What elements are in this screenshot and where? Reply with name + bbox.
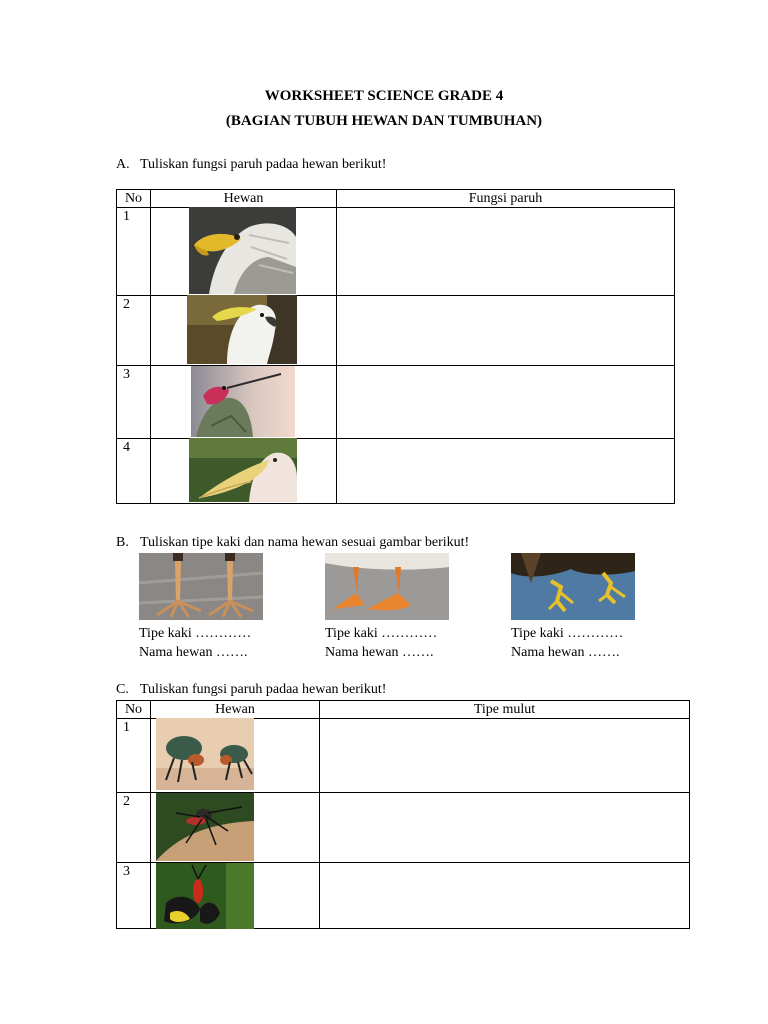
section-a-instruction	[116, 157, 386, 173]
answer-cell[interactable]	[337, 366, 675, 439]
row-number: 2	[117, 793, 151, 863]
col-header-mouth-type: Tipe mulut	[320, 701, 690, 719]
eagle-talons-photo	[511, 553, 635, 620]
section-a-letter: A.	[116, 157, 130, 172]
col-header-animal: Hewan	[151, 190, 337, 208]
page-title-line2: (BAGIAN TUBUH HEWAN DAN TUMBUHAN)	[225, 113, 543, 129]
row-number: 3	[117, 366, 151, 439]
answer-cell[interactable]	[337, 296, 675, 366]
pelican-photo	[189, 438, 297, 502]
row-number: 1	[117, 719, 151, 793]
answer-cell[interactable]	[337, 208, 675, 296]
row-number: 1	[117, 208, 151, 296]
section-c-text: Tuliskan fungsi paruh padaa hewan berikut!	[140, 682, 387, 697]
butterfly-photo	[156, 863, 254, 929]
feet-type-blank[interactable]: Tipe kaki …………	[139, 626, 252, 641]
animal-name-blank[interactable]: Nama hewan …….	[139, 645, 248, 660]
col-header-no: No	[117, 190, 151, 208]
animal-name-blank[interactable]: Nama hewan …….	[325, 645, 434, 660]
hummingbird-photo	[191, 366, 295, 437]
answer-cell[interactable]	[320, 793, 690, 863]
row-number: 2	[117, 296, 151, 366]
feet-caption-1	[139, 624, 251, 662]
col-header-no: No	[117, 701, 151, 719]
row-number: 4	[117, 439, 151, 504]
feet-caption-3	[511, 624, 623, 662]
section-c-instruction	[116, 682, 386, 698]
section-c-letter: C.	[116, 682, 129, 697]
section-b-instruction	[116, 535, 469, 551]
cockatoo-photo	[187, 295, 297, 364]
chicken-feet-photo	[139, 553, 263, 620]
col-header-beak-function: Fungsi paruh	[337, 190, 675, 208]
feet-caption-2	[325, 624, 437, 662]
feet-type-blank[interactable]: Tipe kaki …………	[511, 626, 624, 641]
row-number: 3	[117, 863, 151, 929]
answer-cell[interactable]	[320, 863, 690, 929]
col-header-animal: Hewan	[151, 701, 320, 719]
section-b-letter: B.	[116, 535, 129, 550]
duck-feet-photo	[325, 553, 449, 620]
feet-type-blank[interactable]: Tipe kaki …………	[325, 626, 438, 641]
page-title-line1: WORKSHEET SCIENCE GRADE 4	[264, 88, 504, 104]
flies-photo	[156, 718, 254, 790]
mosquito-photo	[156, 793, 254, 861]
animal-name-blank[interactable]: Nama hewan …….	[511, 645, 620, 660]
answer-cell[interactable]	[320, 719, 690, 793]
section-b-text: Tuliskan tipe kaki dan nama hewan sesuai gambar berikut!	[140, 535, 470, 550]
eagle-head-photo	[189, 207, 296, 294]
answer-cell[interactable]	[337, 439, 675, 504]
section-a-text: Tuliskan fungsi paruh padaa hewan berikut!	[140, 157, 387, 172]
